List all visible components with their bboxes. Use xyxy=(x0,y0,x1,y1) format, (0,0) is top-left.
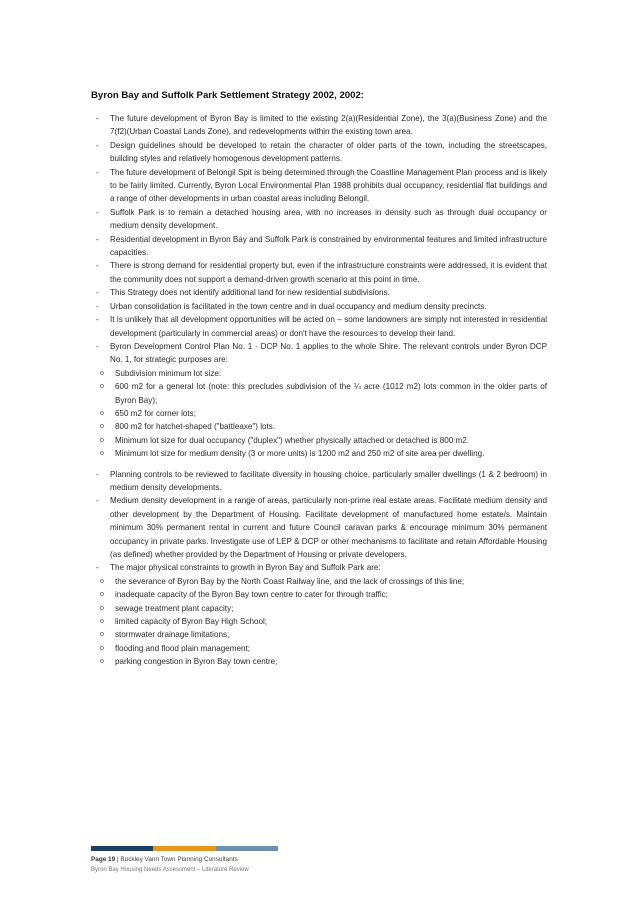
sub-list-item: o 650 m2 for corner lots; xyxy=(96,407,547,420)
sub-list-item: o limited capacity of Byron Bay High School; xyxy=(96,615,547,628)
sub-list-item: o inadequate capacity of the Byron Bay town centre to cater for through traffic; xyxy=(96,588,547,601)
list-item: - Suffolk Park is to remain a detached housing area, with no increases in density such as through dual occupancy or medium density development. xyxy=(96,206,547,233)
sub-list-item: o 600 m2 for a general lot (note: this precludes subdivision of the ¼ acre (1012 m2) lots common in the older parts of Byron Bay); xyxy=(96,380,547,407)
list-item: - This Strategy does not identify additional land for new residential subdivisions. xyxy=(96,286,547,299)
list-item: - Byron Development Control Plan No. 1 - DCP No. 1 applies to the whole Shire. The relevant controls under Byron DCP No. 1, for strategic purposes are: xyxy=(96,340,547,367)
sub-bullet-list-a xyxy=(96,367,547,461)
footer-color-bar xyxy=(91,846,278,851)
footer-page-line xyxy=(91,856,238,863)
list-item: - Urban consolidation is facilitated in the town centre and in dual occupancy and medium density precincts. xyxy=(96,300,547,313)
sub-list-item: o 800 m2 for hatchet-shaped ("battleaxe") lots. xyxy=(96,420,547,433)
list-item: - The future development of Byron Bay is limited to the existing 2(a)(Residential Zone), the 3(a)(Business Zone) and the 7(f2)(Urban Coastal Lands Zone), and redevelopments within the existing town area. xyxy=(96,112,547,139)
sub-list-item: o stormwater drainage limitations; xyxy=(96,628,547,641)
footer-bar-segment-steel xyxy=(216,846,278,851)
sub-list-item: o Minimum lot size for dual occupancy ("duplex") whether physically attached or detached is 800 m2. xyxy=(96,434,547,447)
list-item: - The major physical constraints to growth in Byron Bay and Suffolk Park are: xyxy=(96,561,547,574)
footer-separator: | xyxy=(115,856,121,863)
footer-bar-segment-navy xyxy=(91,846,153,851)
list-item: - There is strong demand for residential property but, even if the infrastructure constraints were addressed, it is evident that the community does not support a demand-driven growth scenario at this point in time. xyxy=(96,259,547,286)
list-item: - Design guidelines should be developed to retain the character of older parts of the town, including the streetscapes, building styles and relatively homogenous development patterns. xyxy=(96,139,547,166)
list-item: - The future development of Belongil Spit is being determined through the Coastline Management Plan process and is likely to be fairly limited. Currently, Byron Local Environmental Plan 1988 prohibits dual occupancy, residential flat buildings and a range of other developments in urban coastal areas including Belongil. xyxy=(96,166,547,206)
sub-list-item: o parking congestion in Byron Bay town centre; xyxy=(96,655,547,668)
list-item: - Planning controls to be reviewed to facilitate diversity in housing choice, particularly smaller dwellings (1 & 2 bedroom) in medium density developments. xyxy=(96,468,547,495)
footer-document-title: Byron Bay Housing Needs Assessment – Literature Review xyxy=(91,867,249,873)
list-item: - It is unlikely that all development opportunities will be acted on – some landowners are simply not interested in residential development (particularly in commercial areas) or don't have the resources to develop their land. xyxy=(96,313,547,340)
bullet-list-b xyxy=(96,468,547,575)
sub-list-item: o the severance of Byron Bay by the North Coast Railway line, and the lack of crossings of this line; xyxy=(96,575,547,588)
footer-bar-segment-orange xyxy=(153,846,216,851)
sub-list-item: o Subdivision minimum lot size: xyxy=(96,367,547,380)
list-item: - Residential development in Byron Bay and Suffolk Park is constrained by environmental features and limited infrastructure capacities. xyxy=(96,233,547,260)
list-item: - Medium density development in a range of areas, particularly non-prime real estate areas. Facilitate medium density and other development by the Department of Housing. Facilitate development of manufactured home estate/s. Maintain minimum 30% permanent rental in current and future Council caravan parks & encourage minimum 30% permanent occupancy in private parks. Investigate use of LEP & DCP or other mechanisms to facilitate and retain Affordable Housing (as defined) whether provided by the Department of Housing or private developers. xyxy=(96,494,547,561)
bullet-list-a xyxy=(96,112,547,367)
sub-bullet-list-b xyxy=(96,575,547,669)
sub-list-item: o Minimum lot size for medium density (3 or more units) is 1200 m2 and 250 m2 of site area per dwelling. xyxy=(96,447,547,460)
document-body xyxy=(96,112,547,669)
company-name: Buckley Vann Town Planning Consultants xyxy=(120,856,238,863)
section-heading: Byron Bay and Suffolk Park Settlement Strategy 2002, 2002: xyxy=(91,90,364,101)
sub-list-item: o sewage treatment plant capacity; xyxy=(96,602,547,615)
page-number: Page 19 xyxy=(91,856,116,863)
sub-list-item: o flooding and flood plain management; xyxy=(96,642,547,655)
